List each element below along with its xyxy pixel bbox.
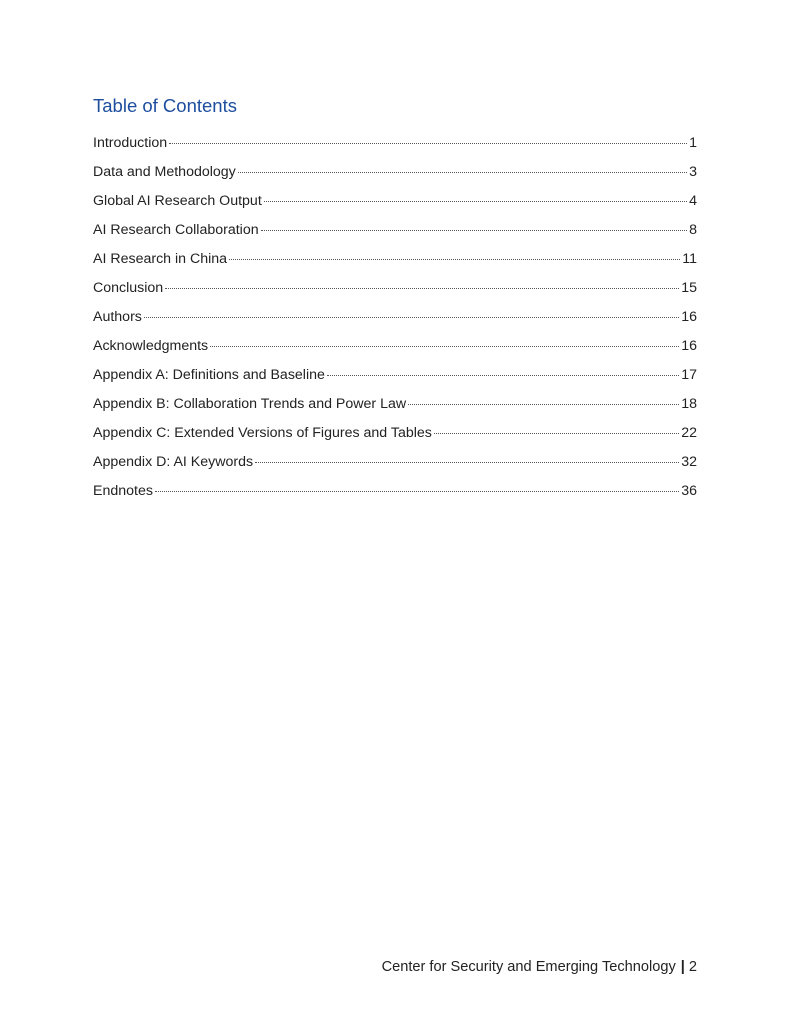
toc-dot-leader: [327, 375, 679, 376]
toc-list: [93, 134, 697, 511]
toc-entry-label: Global AI Research Output: [93, 193, 262, 209]
toc-entry-page: 8: [689, 222, 697, 238]
toc-entry-page: 36: [681, 483, 697, 499]
toc-entry-page: 16: [681, 338, 697, 354]
toc-dot-leader: [229, 259, 680, 260]
toc-dot-leader: [255, 462, 679, 463]
toc-entry-appendix-c[interactable]: [93, 424, 697, 453]
toc-entry-label: Endnotes: [93, 483, 153, 499]
toc-entry-acknowledgments[interactable]: [93, 337, 697, 366]
toc-entry-label: AI Research Collaboration: [93, 222, 259, 238]
toc-entry-authors[interactable]: [93, 308, 697, 337]
toc-dot-leader: [264, 201, 687, 202]
toc-dot-leader: [210, 346, 679, 347]
page-footer: [382, 957, 697, 977]
toc-dot-leader: [165, 288, 679, 289]
toc-entry-page: 18: [681, 396, 697, 412]
toc-dot-leader: [155, 491, 679, 492]
footer-page-number: 2: [688, 959, 697, 975]
toc-dot-leader: [408, 404, 679, 405]
toc-dot-leader: [169, 143, 687, 144]
toc-entry-label: Data and Methodology: [93, 164, 236, 180]
toc-entry-appendix-a[interactable]: [93, 366, 697, 395]
toc-entry-label: Appendix C: Extended Versions of Figures and Tables: [93, 425, 432, 441]
footer-separator: |: [680, 959, 685, 975]
toc-entry-introduction[interactable]: [93, 134, 697, 163]
toc-entry-label: AI Research in China: [93, 251, 228, 267]
toc-entry-page: 17: [681, 367, 697, 383]
toc-entry-label: Acknowledgments: [93, 338, 209, 354]
footer-org-name: Center for Security and Emerging Technology: [381, 959, 676, 975]
toc-dot-leader: [238, 172, 687, 173]
toc-entry-page: 1: [689, 135, 697, 151]
toc-entry-page: 32: [681, 454, 697, 470]
toc-entry-label: Conclusion: [93, 280, 164, 296]
toc-dot-leader: [434, 433, 679, 434]
toc-entry-ai-research-in-china[interactable]: [93, 250, 697, 279]
toc-entry-page: 3: [689, 164, 697, 180]
toc-entry-page: 22: [681, 425, 697, 441]
toc-entry-label: Appendix B: Collaboration Trends and Power Law: [93, 396, 407, 412]
toc-entry-endnotes[interactable]: [93, 482, 697, 511]
toc-dot-leader: [261, 230, 688, 231]
toc-entry-ai-research-collaboration[interactable]: [93, 221, 697, 250]
toc-entry-label: Appendix A: Definitions and Baseline: [93, 367, 325, 383]
toc-entry-page: 11: [682, 251, 697, 267]
toc-entry-label: Authors: [93, 309, 142, 325]
toc-title: Table of Contents: [93, 95, 237, 116]
toc-entry-page: 15: [681, 280, 697, 296]
toc-entry-page: 16: [681, 309, 697, 325]
toc-entry-appendix-b[interactable]: [93, 395, 697, 424]
toc-entry-conclusion[interactable]: [93, 279, 697, 308]
toc-entry-label: Appendix D: AI Keywords: [93, 454, 254, 470]
toc-entry-appendix-d[interactable]: [93, 453, 697, 482]
toc-entry-label: Introduction: [93, 135, 168, 151]
toc-entry-data-and-methodology[interactable]: [93, 163, 697, 192]
toc-entry-global-ai-research-output[interactable]: [93, 192, 697, 221]
toc-dot-leader: [144, 317, 679, 318]
toc-entry-page: 4: [689, 193, 697, 209]
